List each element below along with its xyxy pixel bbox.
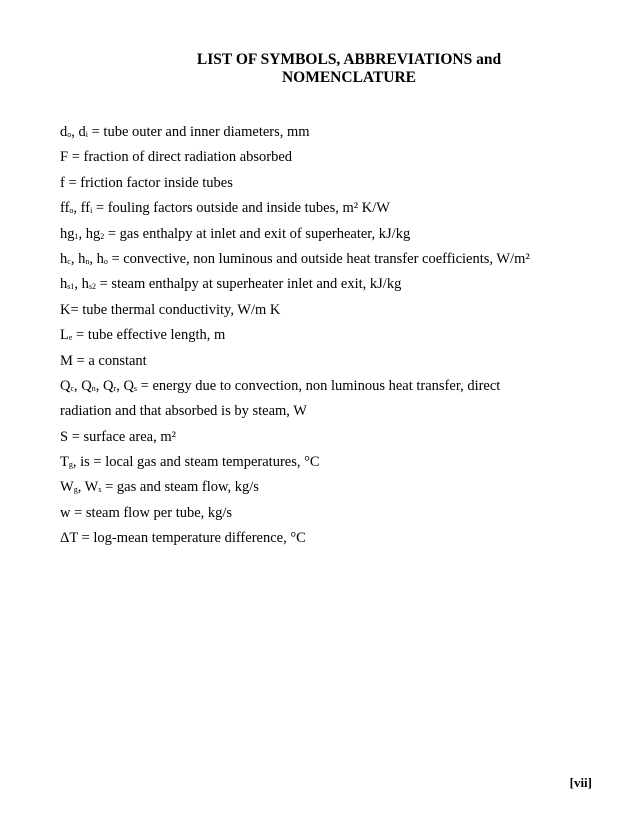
entry-text: h [60, 250, 68, 267]
entry-text: = steam enthalpy at superheater inlet and exit, kJ/kg [96, 276, 402, 293]
subscript: c [70, 383, 75, 393]
symbol-entry [60, 374, 600, 399]
entry-text: ΔT = log-mean temperature difference, °C [60, 530, 306, 547]
subscript: e [68, 333, 73, 343]
entry-text: = tube effective length, m [72, 327, 226, 344]
symbol-list [60, 120, 600, 552]
subscript: 2 [100, 231, 105, 241]
entry-text: F = fraction of direct radiation absorbed [60, 149, 293, 166]
subscript: o [69, 206, 74, 216]
entry-text: = energy due to convection, non luminous heat transfer, direct [137, 377, 501, 394]
subscript: o [103, 256, 108, 266]
symbol-entry [60, 222, 600, 247]
entry-text: Q [60, 377, 71, 394]
symbol-entry [60, 501, 600, 526]
entry-text: , Q [95, 377, 114, 394]
entry-text: T [60, 454, 69, 471]
entry-text: M = a constant [60, 352, 147, 369]
entry-text: , h [74, 276, 89, 293]
entry-text: , h [89, 250, 104, 267]
entry-text: ff [60, 200, 70, 217]
subscript: o [67, 130, 72, 139]
subscript: s [98, 485, 102, 495]
entry-text: w = steam flow per tube, kg/s [60, 504, 233, 521]
entry-text: , hg [78, 225, 101, 242]
symbol-entry [60, 196, 600, 221]
entry-text: , is = local gas and steam temperatures, °C [72, 454, 320, 471]
symbol-entry [60, 349, 600, 374]
symbol-entry [60, 475, 600, 500]
symbol-entry [60, 323, 600, 348]
subscript: i [90, 206, 93, 216]
subscript: s1 [67, 282, 75, 292]
entry-text: , Q [74, 377, 92, 394]
entry-text: = convective, non luminous and outside heat transfer coefficients, W/m² [107, 250, 530, 267]
entry-text: f = friction factor inside tubes [60, 174, 233, 191]
entry-text: , ff [73, 200, 91, 217]
subscript: c [67, 256, 71, 266]
entry-text: = gas enthalpy at inlet and exit of superheater, kJ/kg [104, 225, 411, 242]
subscript: s2 [88, 282, 96, 292]
symbol-entry [60, 120, 600, 145]
entry-text: = tube outer and inner diameters, mm [87, 124, 310, 140]
page-number: [vii] [569, 775, 592, 790]
symbol-entry [60, 247, 600, 272]
entry-text: S = surface area, m² [60, 428, 176, 445]
entry-text: W [60, 479, 74, 496]
entry-text: , d [71, 124, 86, 140]
subscript: g [73, 485, 78, 495]
symbol-entry [60, 425, 600, 450]
entry-text: , W [77, 479, 99, 496]
entry-text: = fouling factors outside and inside tubes, m² K/W [92, 200, 390, 217]
subscript: g [68, 460, 73, 470]
symbol-entry [60, 171, 600, 196]
symbol-entry [60, 298, 600, 323]
entry-text: , h [70, 250, 86, 267]
entry-text: , Q [116, 377, 134, 394]
entry-text: h [60, 276, 68, 293]
subscript: i [85, 130, 88, 139]
symbol-entry [60, 399, 600, 424]
symbol-entry [60, 272, 600, 297]
symbol-entry [60, 526, 600, 551]
entry-text: d [60, 124, 68, 140]
entry-text: hg [60, 225, 75, 242]
subscript: n [91, 383, 96, 393]
subscript: s [133, 383, 138, 393]
page-title-line-1: LIST OF SYMBOLS, ABBREVIATIONS and [196, 51, 502, 68]
entry-text: K= tube thermal conductivity, W/m K [60, 301, 281, 318]
entry-text: L [60, 327, 69, 344]
page-title-line-2: NOMENCLATURE [281, 69, 417, 86]
symbol-entry [60, 450, 600, 475]
entry-text: = gas and steam flow, kg/s [101, 479, 259, 496]
subscript: n [85, 256, 90, 266]
symbol-entry [60, 145, 600, 170]
subscript: r [113, 383, 117, 393]
entry-text: radiation and that absorbed is by steam, W [60, 403, 307, 420]
subscript: 1 [74, 231, 79, 241]
